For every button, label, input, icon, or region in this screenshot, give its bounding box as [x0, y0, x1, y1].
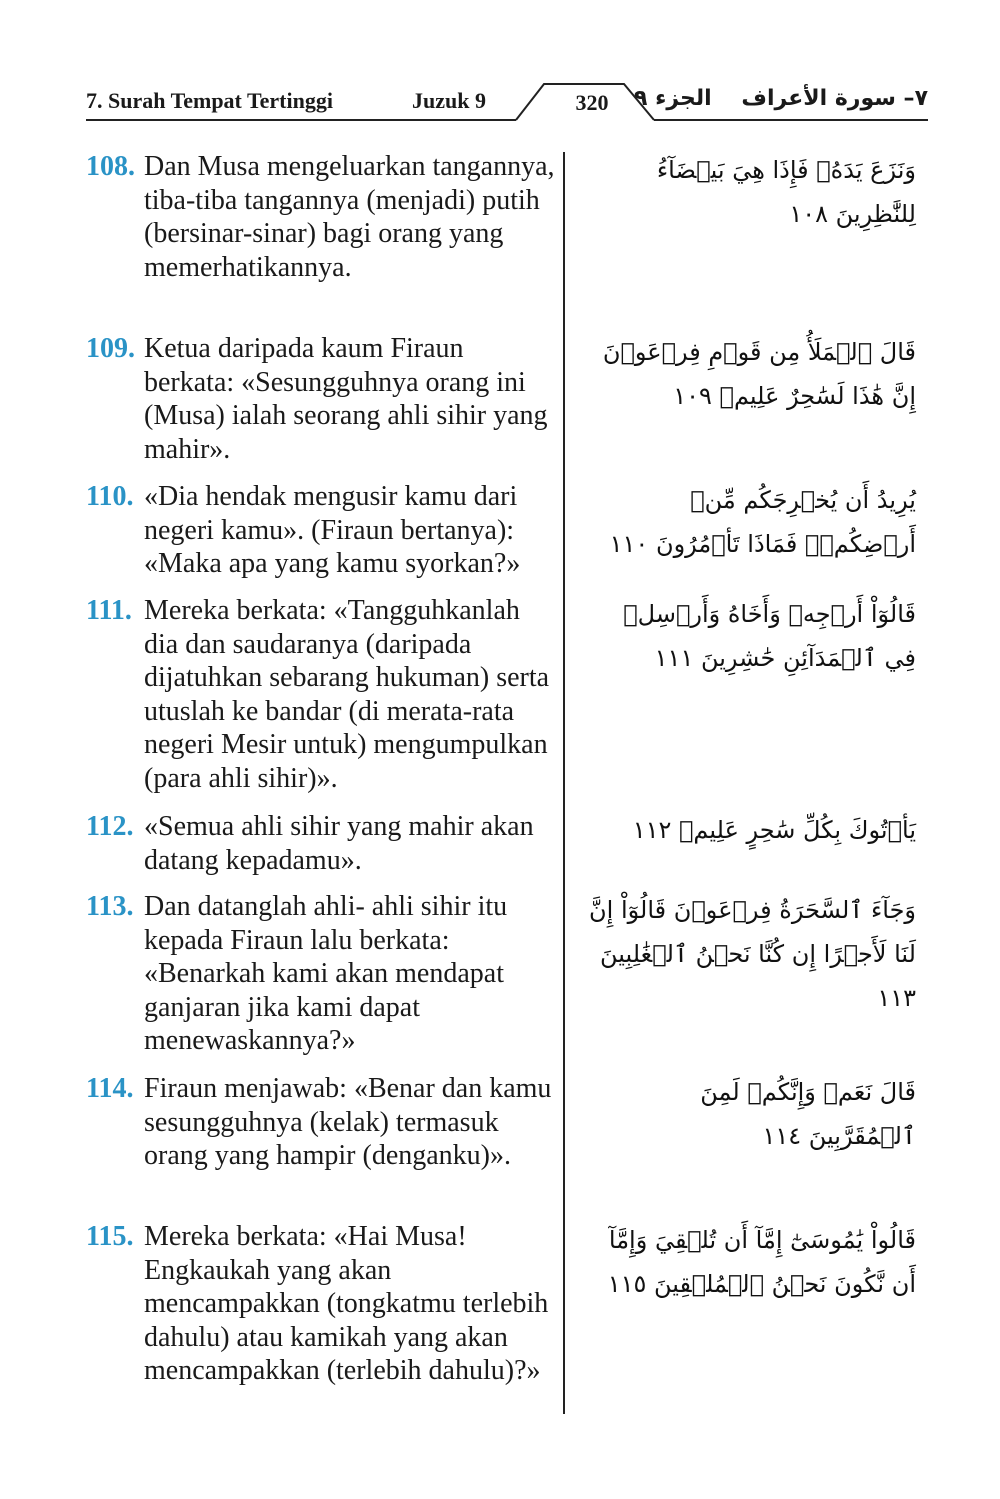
translation-text: Firaun menjawab: «Benar dan kamu sesungguhnya (kelak) termasuk orang yang hampir (denganku)».: [144, 1073, 552, 1171]
verse-number: 114.: [86, 1073, 134, 1104]
verse-number: 108.: [86, 151, 135, 182]
arabic-verse: يُرِيدُ أَن يُخۡرِجَكُم مِّنۡ أَرۡضِكُمۡۖ فَمَاذَا تَأۡمُرُونَ ١١٠: [609, 486, 916, 558]
arabic-verse: وَنَزَعَ يَدَهُۥ فَإِذَا هِيَ بَيۡضَآءُ لِلنَّٰظِرِينَ ١٠٨: [656, 156, 916, 228]
arabic-verse: قَالَ نَعَمۡ وَإِنَّكُمۡ لَمِنَ ٱلۡمُقَرَّبِينَ ١١٤: [700, 1078, 916, 1150]
verse-translation: [86, 1220, 556, 1388]
arabic-verse: قَالُوٓاْ أَرۡجِهۡ وَأَخَاهُ وَأَرۡسِلۡ فِي ٱلۡمَدَآئِنِ حَٰشِرِينَ ١١١: [623, 600, 916, 672]
page-header: [86, 80, 928, 122]
juzuk-label-latin: Juzuk 9: [412, 88, 486, 113]
arabic-verse: يَأۡتُوكَ بِكُلِّ سَٰحِرٍ عَلِيمٖ ١١٢: [632, 816, 916, 844]
translation-text: Mereka berkata: «Hai Musa! Engkaukah yang akan mencampakkan (tongkatmu terlebih dahulu) atau kamikah yang akan mencampakkan (terlebih dahulu)?»: [144, 1221, 549, 1386]
verse-translation: [86, 150, 556, 284]
verse-translation: [86, 810, 556, 877]
verse-number: 110.: [86, 481, 134, 512]
verse-translation: [86, 594, 556, 795]
surah-title-arabic: ٧– سورة الأعراف: [741, 86, 928, 111]
translation-text: Dan Musa mengeluarkan tangannya, tiba-tiba tangannya (menjadi) putih (bersinar-sinar) bagi orang yang memerhatikannya.: [144, 151, 555, 283]
translation-text: «Semua ahli sihir yang mahir akan datang kepadamu».: [144, 811, 534, 876]
translation-text: Mereka berkata: «Tangguhkanlah dia dan saudaranya (daripada dijatuhkan sebarang hukuman) serta utuslah ke bandar (di merata-rata negeri Mesir untuk) mengumpulkan (para ahli sihir)».: [144, 595, 550, 794]
arabic-verse: قَالُواْ يَٰمُوسَىٰٓ إِمَّآ أَن تُلۡقِيَ وَإِمَّآ أَن نَّكُونَ نَحۡنُ ٱلۡمُلۡقِينَ ١١٥: [607, 1226, 916, 1298]
arabic-verse: قَالَ ٱلۡمَلَأُ مِن قَوۡمِ فِرۡعَوۡنَ إِنَّ هَٰذَا لَسَٰحِرٌ عَلِيمٞ ١٠٩: [602, 338, 916, 410]
verse-translation: [86, 1072, 556, 1173]
verse-number: 111.: [86, 595, 132, 626]
juz-label-arabic: الجزء ٩: [634, 86, 712, 111]
translation-text: Dan datanglah ahli- ahli sihir itu kepada Firaun lalu berkata: «Benarkah kami akan mendapat ganjaran jika kami dapat menewaskannya?»: [144, 891, 508, 1056]
verse-number: 115.: [86, 1221, 134, 1252]
verse-number: 109.: [86, 333, 135, 364]
translation-text: Ketua daripada kaum Firaun berkata: «Sesungguhnya orang ini (Musa) ialah seorang ahli sihir yang mahir».: [144, 333, 548, 465]
verse-number: 112.: [86, 811, 134, 842]
verse-number: 113.: [86, 891, 134, 922]
page-number: 320: [575, 90, 609, 115]
verse-translation: [86, 890, 556, 1058]
verse-translation: [86, 480, 556, 581]
surah-title-latin: 7. Surah Tempat Tertinggi: [86, 88, 333, 113]
column-divider: [563, 152, 565, 1414]
translation-text: «Dia hendak mengusir kamu dari negeri kamu». (Firaun bertanya): «Maka apa yang kamu syorkan?»: [144, 481, 521, 579]
arabic-verse: وَجَآءَ ٱلسَّحَرَةُ فِرۡعَوۡنَ قَالُوٓاْ إِنَّ لَنَا لَأَجۡرًا إِن كُنَّا نَحۡنُ ٱلۡغَٰلِبِينَ ١١٣: [589, 896, 916, 1012]
verse-translation: [86, 332, 556, 466]
